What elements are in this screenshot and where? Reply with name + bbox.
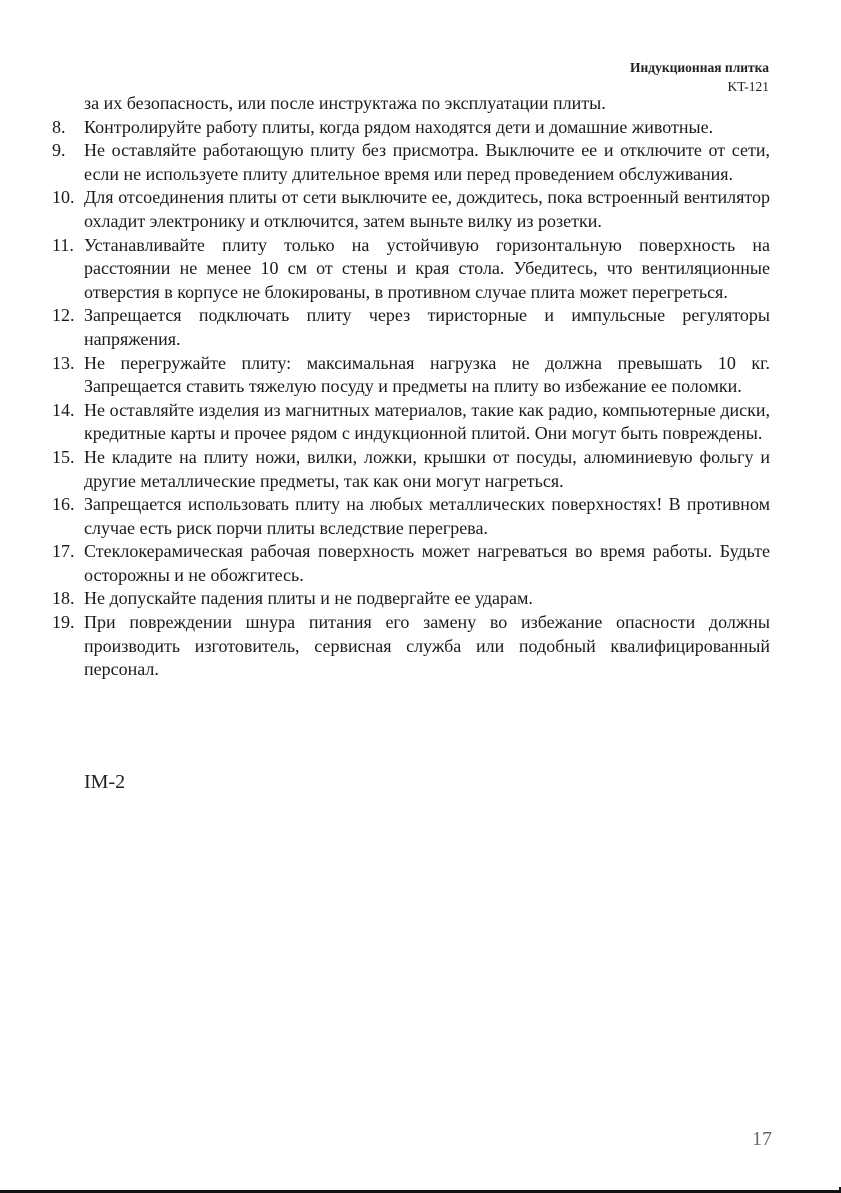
- instruction-list: [52, 116, 770, 682]
- instruction-item: [52, 352, 770, 399]
- product-title: Индукционная плитка: [629, 60, 769, 75]
- item-text: Не кладите на плиту ножи, вилки, ложки, крышки от посуды, алюминиевую фольгу и другие металлические предметы, так как они могут нагреться.: [84, 446, 770, 491]
- page-number: 17: [752, 1128, 772, 1150]
- item-number: 16.: [52, 494, 75, 515]
- instruction-item: [52, 186, 770, 233]
- product-model: KT-121: [727, 79, 769, 94]
- instruction-item: [52, 304, 770, 351]
- item-number: 11.: [52, 234, 74, 255]
- page-header: [630, 58, 769, 96]
- item-number: 15.: [52, 446, 75, 467]
- item-number: 12.: [52, 305, 75, 326]
- item-text: Устанавливайте плиту только на устойчивую горизонтальную поверхность на расстоянии не менее 10 см от стены и края стола. Убедитесь, что вентиляционные отверстия в корпусе не блокированы, в противном случае плита может перегреться.: [84, 234, 770, 302]
- safety-instructions: [52, 92, 770, 682]
- item-number: 13.: [52, 352, 75, 373]
- instruction-item: [52, 446, 770, 493]
- item-text: Запрещается подключать плиту через тиристорные и импульсные регуляторы напряжения.: [84, 305, 770, 349]
- item-text: Не оставляйте работающую плиту без присмотра. Выключите ее и отключите от сети, если не используете плиту длительное время или перед проведением обслуживания.: [84, 140, 770, 184]
- item-number: 9.: [52, 140, 66, 161]
- item-text: Запрещается использовать плиту на любых металлических поверхностях! В противном случае есть риск порчи плиты вследствие перегрева.: [84, 494, 770, 538]
- instruction-item: [52, 139, 770, 186]
- instruction-item: [52, 399, 770, 446]
- instruction-item: [52, 493, 770, 540]
- item-text: Не допускайте падения плиты и не подвергайте ее ударам.: [84, 588, 533, 609]
- item-text: Не оставляйте изделия из магнитных материалов, такие как радио, компьютерные диски, кредитные карты и прочее рядом с индукционной плитой. Они могут быть повреждены.: [84, 399, 770, 444]
- item-text: Для отсоединения плиты от сети выключите ее, дождитесь, пока встроенный вентилятор охладит электронику и отключится, затем выньте вилку из розетки.: [84, 187, 770, 231]
- item-number: 19.: [52, 612, 75, 633]
- item-text: Не перегружайте плиту: максимальная нагрузка не должна превышать 10 кг. Запрещается ставить тяжелую посуду и предметы на плиту во избежание ее поломки.: [84, 352, 770, 397]
- instruction-item: [52, 611, 770, 682]
- instruction-item: [52, 540, 770, 587]
- instruction-item: [52, 116, 770, 140]
- item-number: 8.: [52, 116, 66, 137]
- model-code: IM-2: [84, 771, 126, 793]
- item-text: При повреждении шнура питания его замену во избежание опасности должны производить изготовитель, сервисная служба или подобный квалифицированный персонал.: [84, 612, 770, 680]
- item-number: 18.: [52, 588, 75, 609]
- continued-text: за их безопасность, или после инструктажа по эксплуатации плиты.: [84, 93, 606, 113]
- item-text: Контролируйте работу плиты, когда рядом находятся дети и домашние животные.: [84, 116, 714, 137]
- item-number: 14.: [52, 399, 75, 420]
- item-text: Стеклокерамическая рабочая поверхность может нагреваться во время работы. Будьте осторожны и не обожгитесь.: [84, 541, 770, 585]
- item-number: 17.: [52, 541, 75, 562]
- instruction-item: [52, 234, 770, 305]
- item-number: 10.: [52, 187, 75, 208]
- instruction-item: [52, 587, 770, 611]
